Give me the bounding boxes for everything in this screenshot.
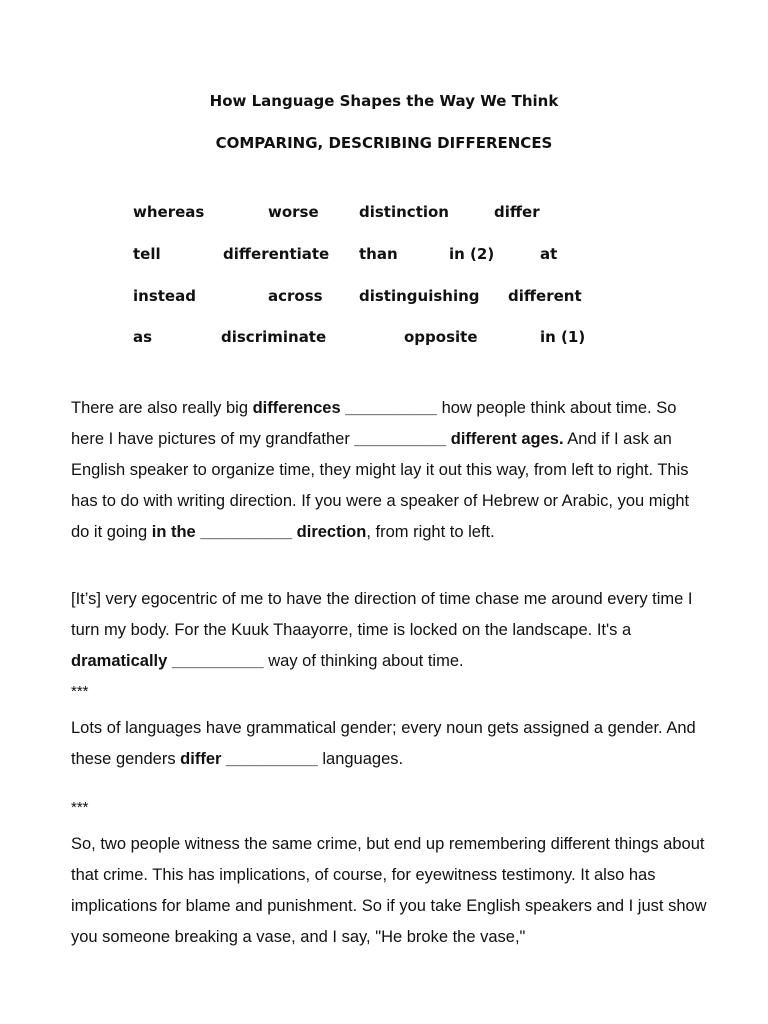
- bold-cloze-phrase: differences __________: [252, 399, 437, 417]
- page-title: How Language Shapes the Way We Think: [209, 92, 559, 110]
- section-separator: ***: [71, 799, 89, 816]
- word-bank-item: than: [359, 245, 398, 263]
- text-run: And if I ask an English speaker to organize time, they might lay it out this way, from left to right. This has to do with writing direction. If you were a speaker of Hebrew or Arabic, you might do it going: [71, 430, 690, 541]
- text-run: way of thinking about time.: [263, 652, 464, 670]
- word-bank-item: distinguishing: [359, 287, 480, 305]
- word-bank-item: in (2): [449, 245, 495, 263]
- word-bank-item: across: [268, 287, 323, 305]
- text-run: how people think about time. So here I have pictures of my grandfather: [71, 399, 677, 448]
- word-bank-item: instead: [133, 287, 196, 305]
- paragraph-time-differences: [71, 393, 711, 548]
- bold-cloze-phrase: in the __________ direction: [151, 523, 367, 541]
- text-run: , from right to left.: [366, 523, 495, 541]
- text-run: There are also really big: [71, 399, 253, 417]
- word-bank-item: opposite: [404, 328, 478, 346]
- paragraph-egocentric-time: [71, 584, 711, 677]
- text-run: languages.: [317, 750, 404, 768]
- text-run: So, two people witness the same crime, but end up remembering different things about that crime. This has implications, of course, for eyewitness testimony. It also has implications for blame and punishment. So if you take English speakers and I just show you someone breaking a vase, and I say, "He broke the vase,": [71, 835, 707, 946]
- section-separator: ***: [71, 683, 89, 700]
- paragraph-grammatical-gender: [71, 713, 711, 775]
- word-bank-item: at: [540, 245, 558, 263]
- paragraph-eyewitness: [71, 829, 711, 953]
- word-bank-item: worse: [268, 203, 319, 221]
- word-bank-item: tell: [133, 245, 161, 263]
- text-run: Lots of languages have grammatical gender; every noun gets assigned a gender. And these genders: [71, 719, 696, 768]
- word-bank-item: discriminate: [221, 328, 327, 346]
- word-bank-item: differ: [494, 203, 540, 221]
- bold-cloze-phrase: __________ different ages.: [354, 430, 564, 448]
- bold-cloze-phrase: differ __________: [180, 750, 318, 768]
- word-bank-item: in (1): [540, 328, 586, 346]
- word-bank-item: different: [508, 287, 582, 305]
- text-run: [It’s] very egocentric of me to have the direction of time chase me around every time I turn my body. For the Kuuk Thaayorre, time is locked on the landscape. It's a: [71, 590, 693, 639]
- word-bank-item: distinction: [359, 203, 449, 221]
- word-bank-item: differentiate: [223, 245, 330, 263]
- word-bank-item: as: [133, 328, 153, 346]
- bold-cloze-phrase: dramatically __________: [71, 652, 264, 670]
- page-subtitle: COMPARING, DESCRIBING DIFFERENCES: [215, 134, 553, 152]
- word-bank-item: whereas: [133, 203, 205, 221]
